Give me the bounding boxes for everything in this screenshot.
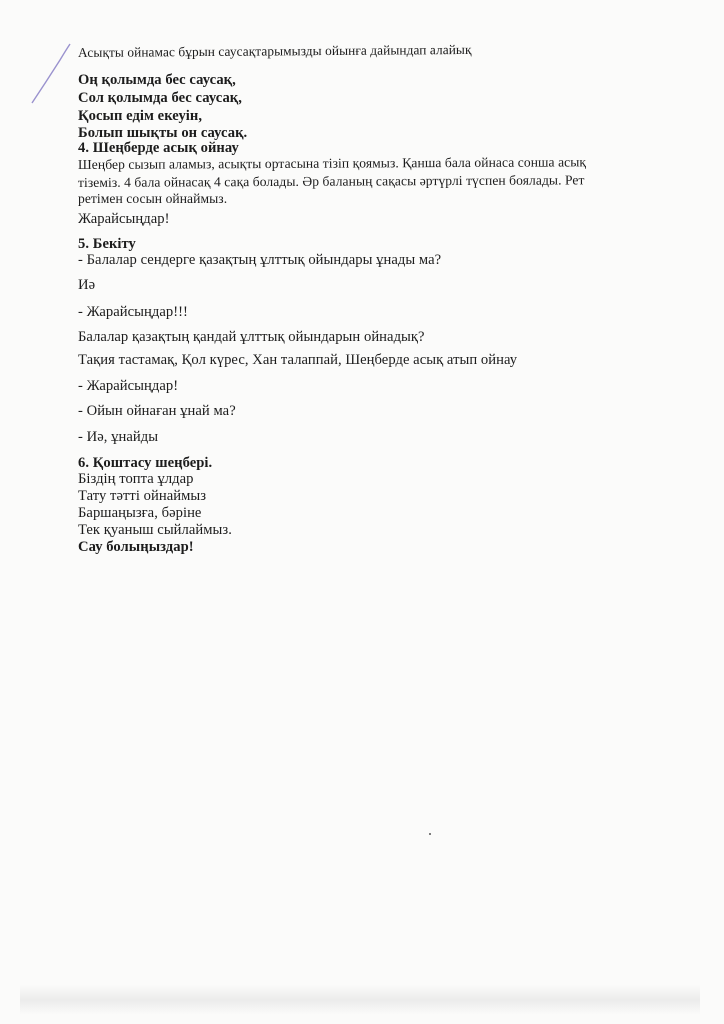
- stray-mark: [429, 833, 431, 835]
- question-1: - Балалар сендерге қазақтың ұлттық ойындары ұнады ма?: [78, 252, 442, 268]
- poem-line-3: Қосып едім екеуін,: [78, 108, 203, 124]
- answer-2: Тақия тастамақ, Қол күрес, Хан талаппай, Шеңберде асық атып ойнау: [78, 352, 518, 368]
- section-4-heading: 4. Шеңберде асық ойнау: [78, 140, 239, 156]
- question-3: - Ойын ойнаған ұнай ма?: [78, 403, 236, 419]
- praise-line-1: Жарайсыңдар!: [78, 211, 170, 227]
- praise-line-2: - Жарайсыңдар!!!: [78, 304, 188, 320]
- farewell-line-2: Тату тәтті ойнаймыз: [78, 488, 207, 504]
- paragraph-line-3: ретімен сосын ойнаймыз.: [78, 191, 228, 206]
- answer-1: Иә: [78, 277, 96, 293]
- poem-line-1: Оң қолымда бес саусақ,: [78, 72, 236, 88]
- paragraph-line-1: Шеңбер сызып аламыз, асықты ортасына тізіп қоямыз. Қанша бала ойнаса сонша асық: [77, 154, 587, 172]
- scan-smudge: [20, 985, 700, 1015]
- goodbye-line: Сау болыңыздар!: [78, 539, 194, 555]
- farewell-line-3: Баршаңызға, бәріне: [78, 505, 202, 521]
- intro-line: Асықты ойнамас бұрын саусақтарымызды ойынға дайындап алайық: [77, 41, 472, 60]
- farewell-line-1: Біздің топта ұлдар: [78, 471, 194, 487]
- answer-3: - Иә, ұнайды: [78, 429, 159, 445]
- poem-line-2: Сол қолымда бес саусақ,: [78, 90, 242, 106]
- farewell-line-4: Тек қуаныш сыйлаймыз.: [78, 522, 232, 538]
- paragraph-line-2: тіземіз. 4 бала ойнасақ 4 сақа болады. Әр баланың сақасы әртүрлі түспен боялады. Рет: [77, 172, 585, 190]
- section-6-heading: 6. Қоштасу шеңбері.: [78, 455, 213, 471]
- question-2: Балалар қазақтың қандай ұлттық ойындарын ойнадық?: [78, 329, 425, 345]
- praise-line-3: - Жарайсыңдар!: [78, 378, 179, 394]
- section-5-heading: 5. Бекіту: [78, 236, 136, 252]
- poem-line-4: Болып шықты он саусақ.: [78, 125, 248, 141]
